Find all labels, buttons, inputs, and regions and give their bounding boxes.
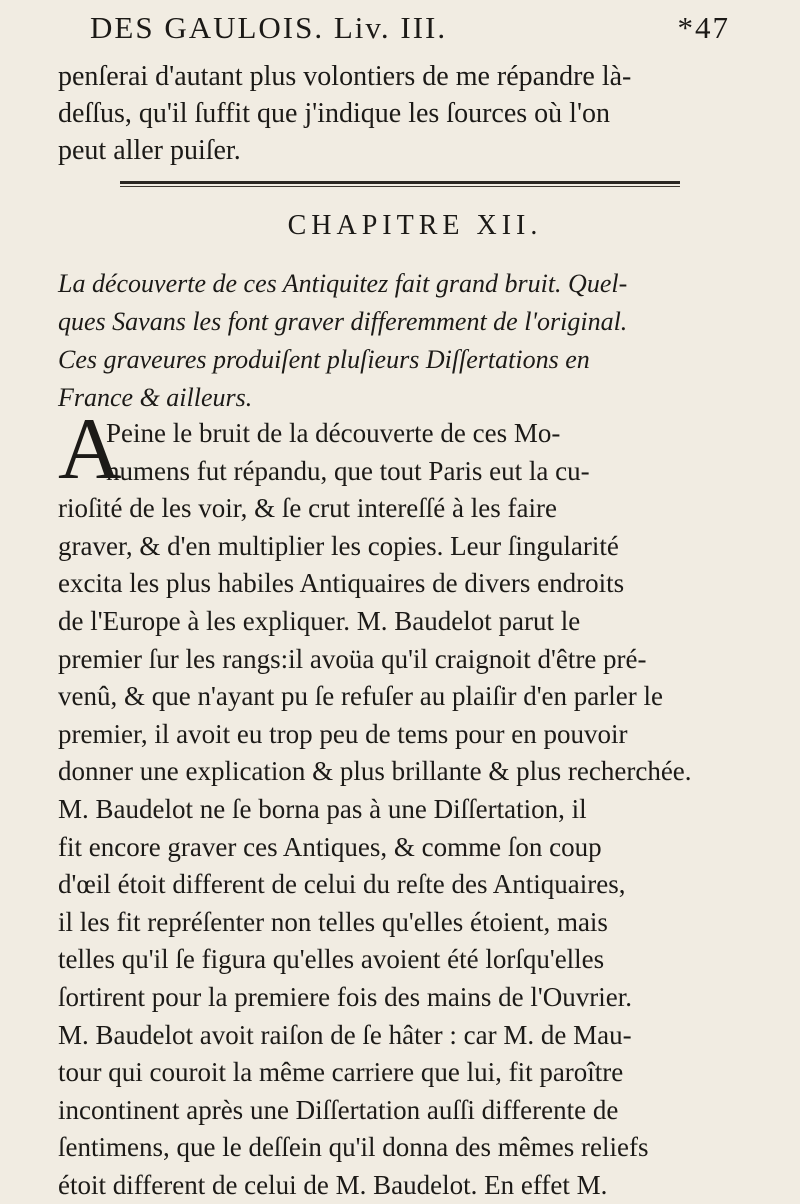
body-line: premier, il avoit eu trop peu de tems pour en pouvoir (58, 718, 628, 749)
body-line: ſortirent pour la premiere fois des mains de l'Ouvrier. (58, 981, 632, 1012)
body-paragraph (58, 415, 742, 1204)
text-line: peut aller puiſer. (58, 135, 241, 166)
body-line: graver, & d'en multiplier les copies. Leur ſingularité (58, 530, 619, 561)
body-line: incontinent après une Diſſertation auſſi differente de (58, 1094, 619, 1125)
summary-line: France & ailleurs. (58, 383, 253, 412)
body-line: Peine le bruit de la découverte de ces Mo- (106, 418, 561, 448)
opening-paragraph (58, 58, 738, 169)
body-line: excita les plus habiles Antiquaires de divers endroits (58, 568, 625, 599)
body-line: M. Baudelot avoit raiſon de ſe hâter : car M. de Mau- (58, 1019, 632, 1050)
body-line: étoit different de celui de M. Baudelot. En effet M. (58, 1169, 608, 1200)
body-line: fit encore graver ces Antiques, & comme ſon coup (58, 831, 602, 862)
text-line: deſſus, qu'il ſuffit que j'indique les ſources où l'on (58, 98, 610, 129)
text-line: penſerai d'autant plus volontiers de me répandre là- (58, 61, 632, 92)
body-line: ſentimens, que le deſſein qu'il donna des mêmes reliefs (58, 1132, 649, 1163)
body-line: de l'Europe à les expliquer. M. Baudelot parut le (58, 605, 581, 636)
body-line: rioſité de les voir, & ſe crut intereſſé à les faire (58, 493, 557, 524)
summary-line: La découverte de ces Antiquitez fait grand bruit. Quel- (58, 269, 628, 298)
body-line: venû, & que n'ayant pu ſe refuſer au plaiſir d'en parler le (58, 681, 663, 712)
body-line: il les fit repréſenter non telles qu'elles étoient, mais (58, 906, 608, 937)
section-divider-rule (120, 181, 680, 184)
running-head (90, 10, 730, 50)
body-line: premier ſur les rangs:il avoüa qu'il craignoit d'être pré- (58, 643, 647, 674)
body-line: M. Baudelot ne ſe borna pas à une Diſſertation, il (58, 793, 587, 824)
running-head-title: DES GAULOIS. Liv. III. (90, 10, 448, 45)
body-line: numens fut répandu, que tout Paris eut la cu- (106, 455, 590, 486)
drop-cap: A (58, 401, 122, 498)
body-line: tour qui couroit la même carriere que lui, fit paroître (58, 1057, 624, 1088)
body-line: telles qu'il ſe figura qu'elles avoient été lorſqu'elles (58, 944, 605, 975)
body-line: d'œil étoit different de celui du reſte des Antiquaires, (58, 869, 626, 900)
page-number: *47 (677, 10, 730, 45)
summary-line: ques Savans les font graver differemment de l'original. (58, 307, 628, 336)
chapter-heading: CHAPITRE XII. (287, 210, 543, 241)
chapter-summary (58, 265, 748, 417)
summary-line: Ces graveures produiſent pluſieurs Diſſertations en (58, 345, 590, 374)
body-line: donner une explication & plus brillante & plus recherchée. (58, 756, 692, 787)
